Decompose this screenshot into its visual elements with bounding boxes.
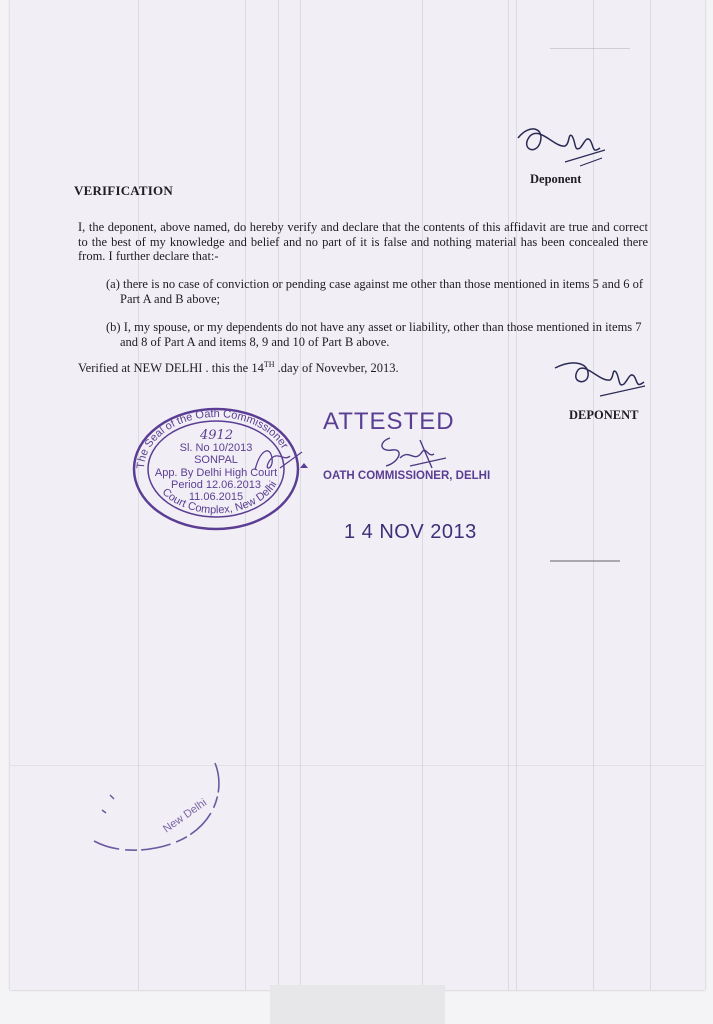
faded-seal-text: New Delhi xyxy=(161,796,210,836)
oath-commissioner-label: OATH COMMISSIONER, DELHI xyxy=(323,470,491,482)
item-a-line1: (a) there is no case of conviction or pending case against me other than those mentioned in items 5 and 6 of xyxy=(106,277,643,291)
attested-stamp: ATTESTED xyxy=(323,408,455,435)
bottom-scan-strip xyxy=(270,985,445,1024)
date-stamp: 1 4 NOV 2013 xyxy=(344,521,477,543)
seal-ring-top-text: The Seal of the Oath Commissioner xyxy=(134,407,291,470)
deponent-signature-top xyxy=(510,118,610,173)
verified-line xyxy=(78,358,498,376)
seal-period-from: Period 12.06.2013 xyxy=(171,479,261,491)
verification-paragraph: I, the deponent, above named, do hereby verify and declare that the contents of this affidavit are true and correct to the best of my knowledge and belief and no part of it is false and nothing material has been concealed there from. I further declare that:- xyxy=(78,220,648,263)
deponent-label-bottom: DEPONENT xyxy=(569,408,639,422)
verification-heading: VERIFICATION xyxy=(74,183,173,198)
seal-appointment: App. By Delhi High Court xyxy=(154,467,278,479)
declaration-item-a xyxy=(106,277,646,306)
seal-handwritten-no: 4912 xyxy=(200,428,234,443)
affidavit-page xyxy=(10,0,705,990)
seal-name: SONPAL xyxy=(194,454,238,466)
seal-ring-bottom-text: Court Complex, New Delhi xyxy=(159,479,280,517)
seal-period-to: 11.06.2015 xyxy=(188,491,244,503)
deponent-signature-bottom xyxy=(550,356,650,408)
item-a-line2: Part A and B above; xyxy=(120,291,220,306)
attested-signature xyxy=(370,428,450,476)
item-b-line1: (b) I, my spouse, or my dependents do not have any asset or liability, other than those mentioned in items 7 xyxy=(106,320,642,334)
seal-initials-signature xyxy=(250,440,305,480)
verified-suffix: .day of Novevber, 2013. xyxy=(274,361,399,376)
declaration-item-b xyxy=(106,320,646,349)
seal-serial: Sl. No 10/2013 xyxy=(179,442,253,454)
verified-prefix: Verified at NEW DELHI . this the 14 xyxy=(78,361,264,376)
verified-sup: TH xyxy=(263,360,275,369)
item-b-line2: and 8 of Part A and items 8, 9 and 10 of Part B above. xyxy=(120,334,390,349)
deponent-label-top: Deponent xyxy=(530,172,582,186)
